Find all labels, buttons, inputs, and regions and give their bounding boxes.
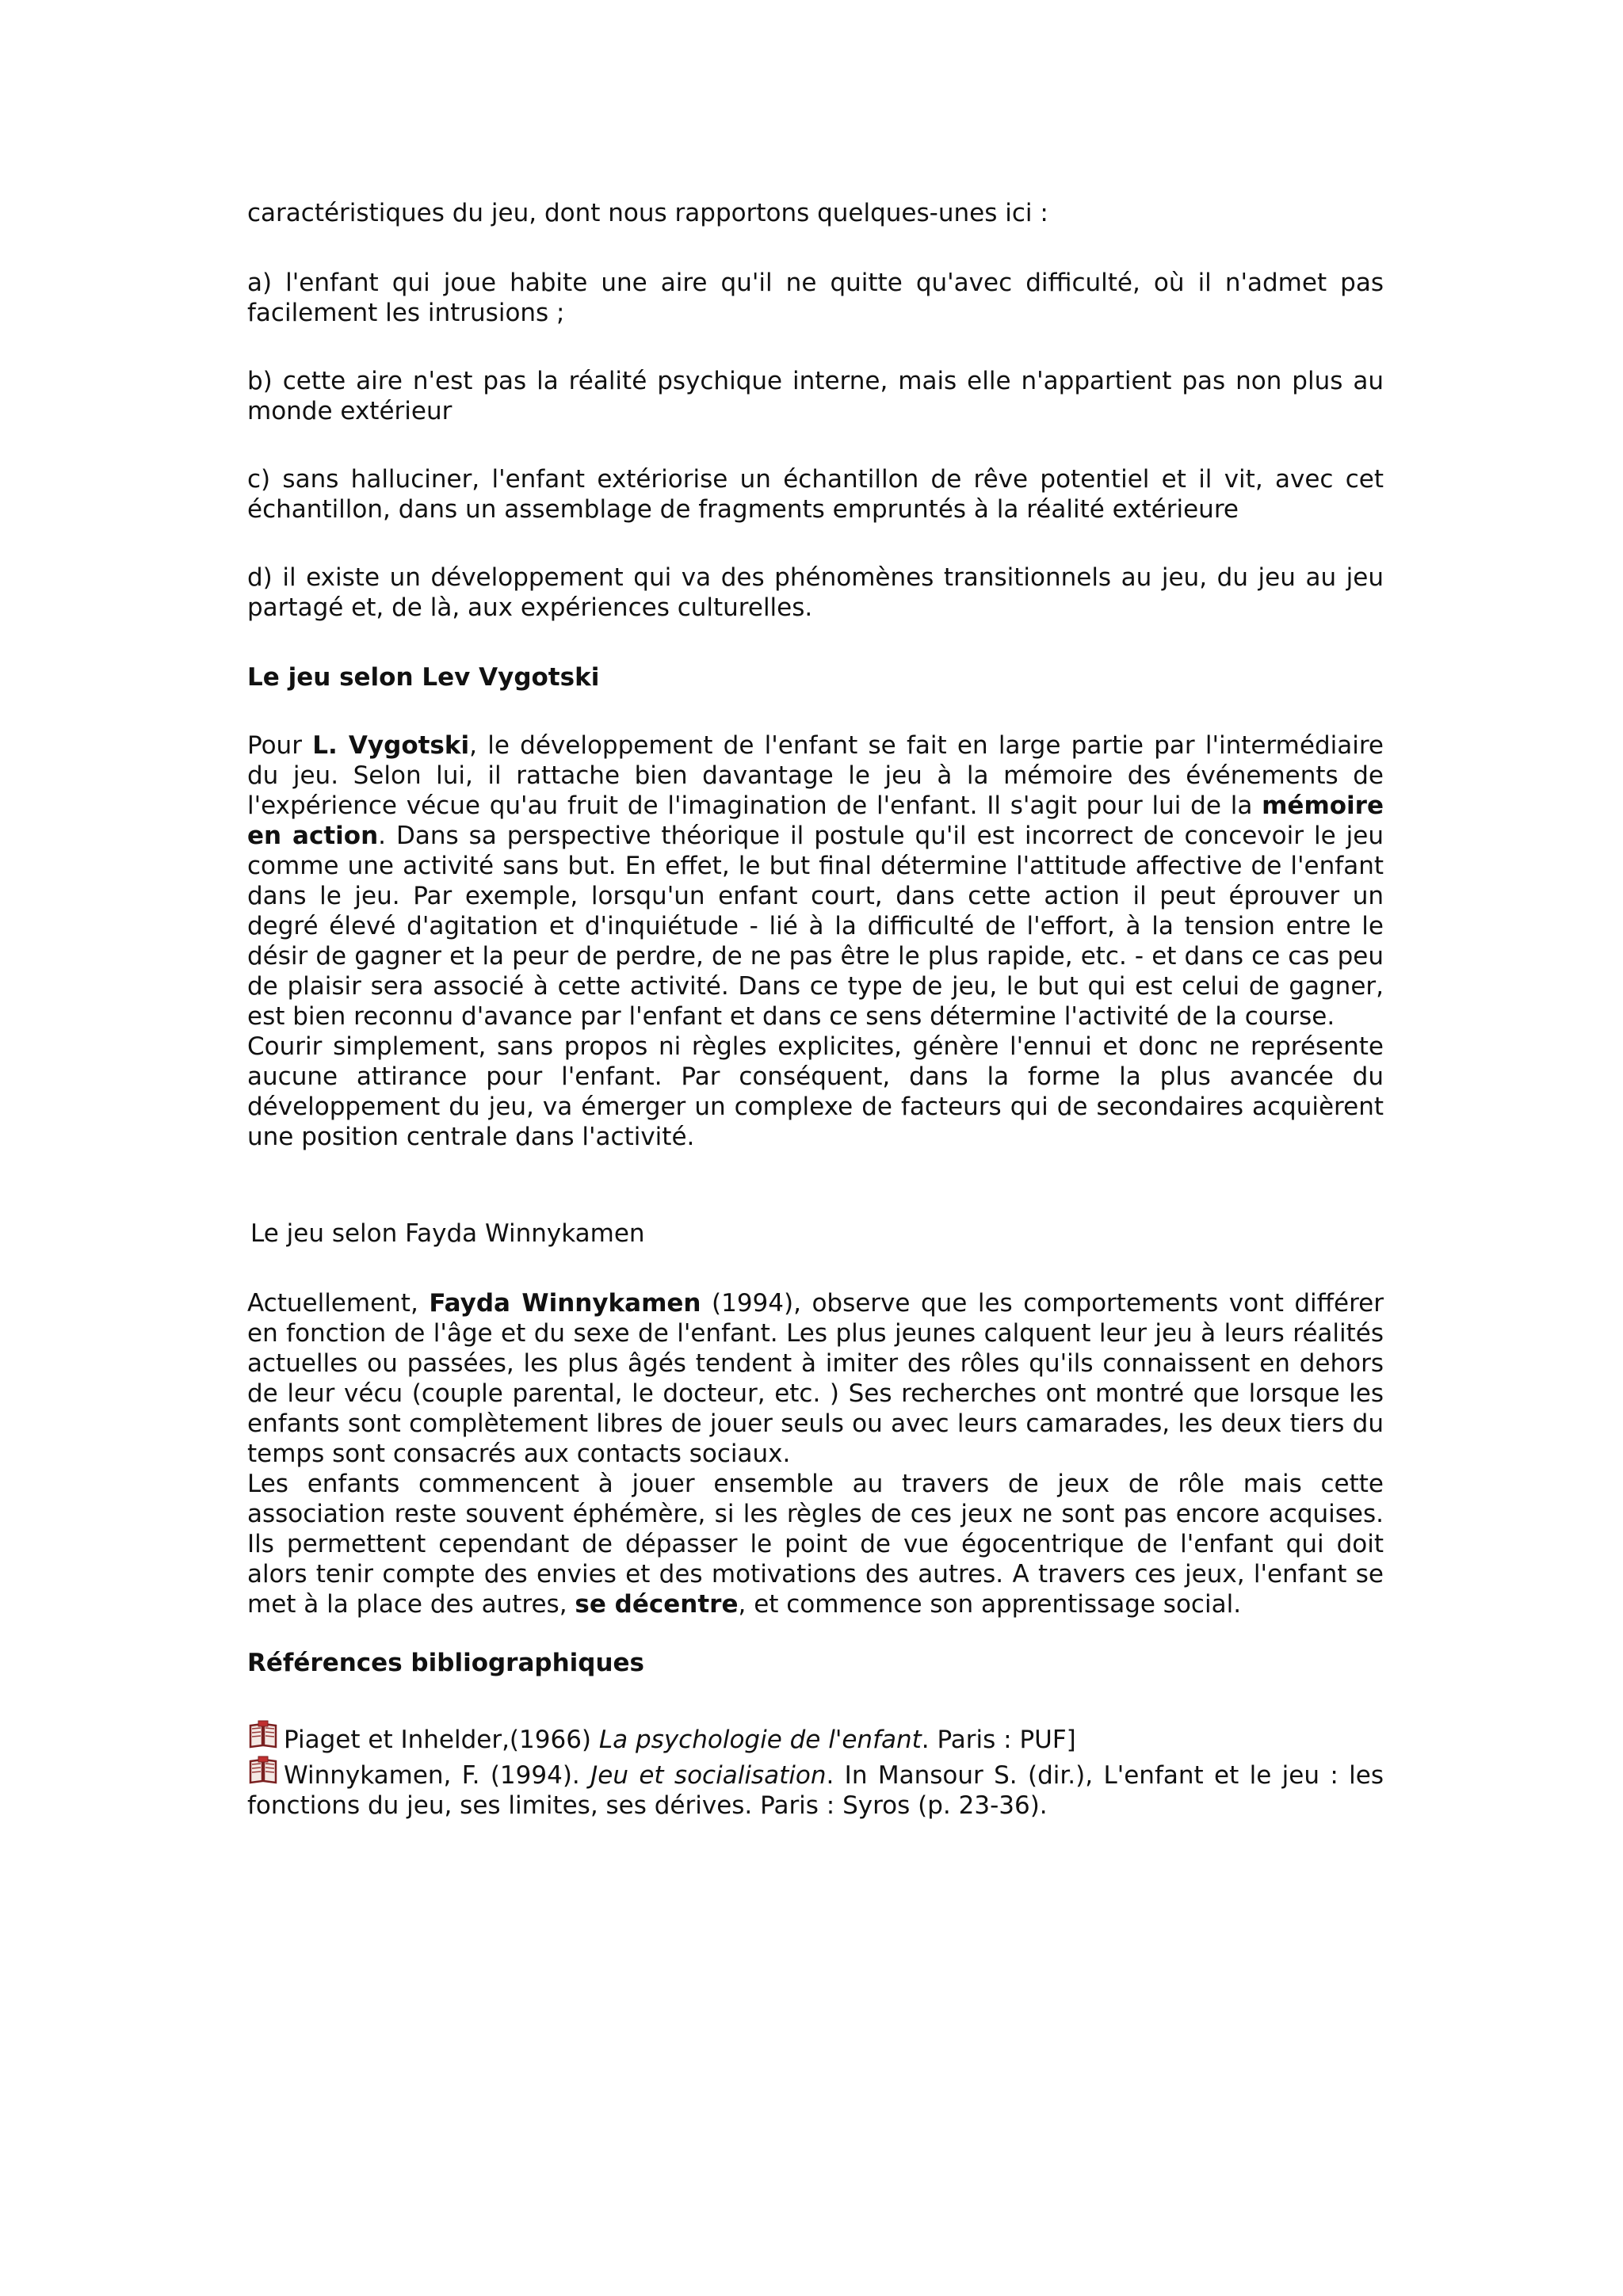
reference-item (247, 1755, 1384, 1821)
winnykamen-paragraph (247, 1288, 1384, 1619)
reference-item (247, 1719, 1384, 1755)
list-item: b) cette aire n'est pas la réalité psychique interne, mais elle n'appartient pas non plus au monde extérieur (247, 367, 1384, 425)
author-name: Fayda Winnykamen (429, 1289, 701, 1318)
text-run: . Paris : PUF] (921, 1726, 1076, 1754)
text-run: Winnykamen, F. (1994). (284, 1761, 591, 1790)
section-heading-references: Références bibliographiques (247, 1649, 645, 1677)
book-title: Jeu et socialisation (590, 1761, 827, 1790)
text-run: Pour (247, 731, 313, 760)
text-run: Les enfants commencent à jouer ensemble au travers de jeux de rôle mais cette association reste souvent éphémère, si les règles de ces jeux ne sont pas encore acquises. Ils permettent cependant de dépasser le point de vue égocentrique de l'enfant qui doit alors tenir compte des envies et des motivations des autres. A travers ces jeux, l'enfant se met à la place des autres, (247, 1470, 1384, 1619)
text-run: . In Mansour S. (dir.), L'enfant et le jeu : les fonctions du jeu, ses limites, ses dérives. Paris : Syros (p. 23-36). (247, 1761, 1384, 1820)
list-item: c) sans halluciner, l'enfant extériorise un échantillon de rêve potentiel et il vit, avec cet échantillon, dans un assemblage de fragments empruntés à la réalité extérieure (247, 465, 1384, 524)
key-term: se décentre (575, 1590, 739, 1619)
intro-line: caractéristiques du jeu, dont nous rapportons quelques-unes ici : (247, 199, 1048, 227)
text-run: Piaget et Inhelder,(1966) (284, 1726, 599, 1754)
text-run: , et commence son apprentissage social. (738, 1590, 1242, 1619)
text-run: Actuellement, (247, 1289, 430, 1318)
book-icon (247, 1755, 279, 1787)
text-run: , le développement de l'enfant se fait en large partie par l'intermédiaire du jeu. Selon lui, il rattache bien davantage le jeu à la mémoire des événements de l'expérience vécue qu'au fruit de l'imagination de l'enfant. Il s'agit pour lui de la (247, 731, 1384, 820)
book-icon (247, 1719, 279, 1751)
text-run: (1994), observe que les comportements vont différer en fonction de l'âge et du sexe de l'enfant. Les plus jeunes calquent leur jeu à leurs réalités actuelles ou passées, les plus âgés tendent à imiter des rôles qu'ils connaissent en dehors de leur vécu (couple parental, le docteur, etc. ) Ses recherches ont montré que lorsque les enfants sont complètement libres de jouer seuls ou avec leurs camarades, les deux tiers du temps sont consacrés aux contacts sociaux. (247, 1289, 1384, 1468)
author-name: L. Vygotski (312, 731, 470, 760)
section-heading-winnykamen: Le jeu selon Fayda Winnykamen (250, 1219, 645, 1248)
book-title: La psychologie de l'enfant (598, 1726, 922, 1754)
list-item: a) l'enfant qui joue habite une aire qu'il ne quitte qu'avec difficulté, où il n'admet pas facilement les intrusions ; (247, 269, 1384, 327)
references-list (247, 1719, 1384, 1821)
text-run: . Dans sa perspective théorique il postule qu'il est incorrect de concevoir le jeu comme une activité sans but. En effet, le but final détermine l'attitude affective de l'enfant dans le jeu. Par exemple, lorsqu'un enfant court, dans cette action il peut éprouver un degré élevé d'agitation et d'inquiétude - lié à la difficulté de l'effort, à la tension entre le désir de gagner et la peur de perdre, de ne pas être le plus rapide, etc. - et dans ce cas peu de plaisir sera associé à cette activité. Dans ce type de jeu, le but qui est celui de gagner, est bien reconnu d'avance par l'enfant et dans ce sens détermine l'activité de la course. (247, 822, 1384, 1031)
key-term: mémoire en action (247, 791, 1384, 850)
section-heading-winnykamen-wrap (247, 1219, 1384, 1249)
section-heading-vygotski: Le jeu selon Lev Vygotski (247, 663, 600, 692)
vygotski-paragraph-2: Courir simplement, sans propos ni règles explicites, génère l'ennui et donc ne représente aucune attirance pour l'enfant. Par conséquent, dans la forme la plus avancée du développement du jeu, va émerger un complexe de facteurs qui de secondaires acquièrent une position centrale dans l'activité. (247, 1032, 1384, 1151)
winnykamen-section-body (247, 1288, 1384, 1619)
vygotski-paragraph-1 (247, 730, 1384, 1032)
list-item: d) il existe un développement qui va des phénomènes transitionnels au jeu, du jeu au jeu partagé et, de là, aux expériences culturelles. (247, 563, 1384, 622)
vygotski-section-body (247, 730, 1384, 1152)
